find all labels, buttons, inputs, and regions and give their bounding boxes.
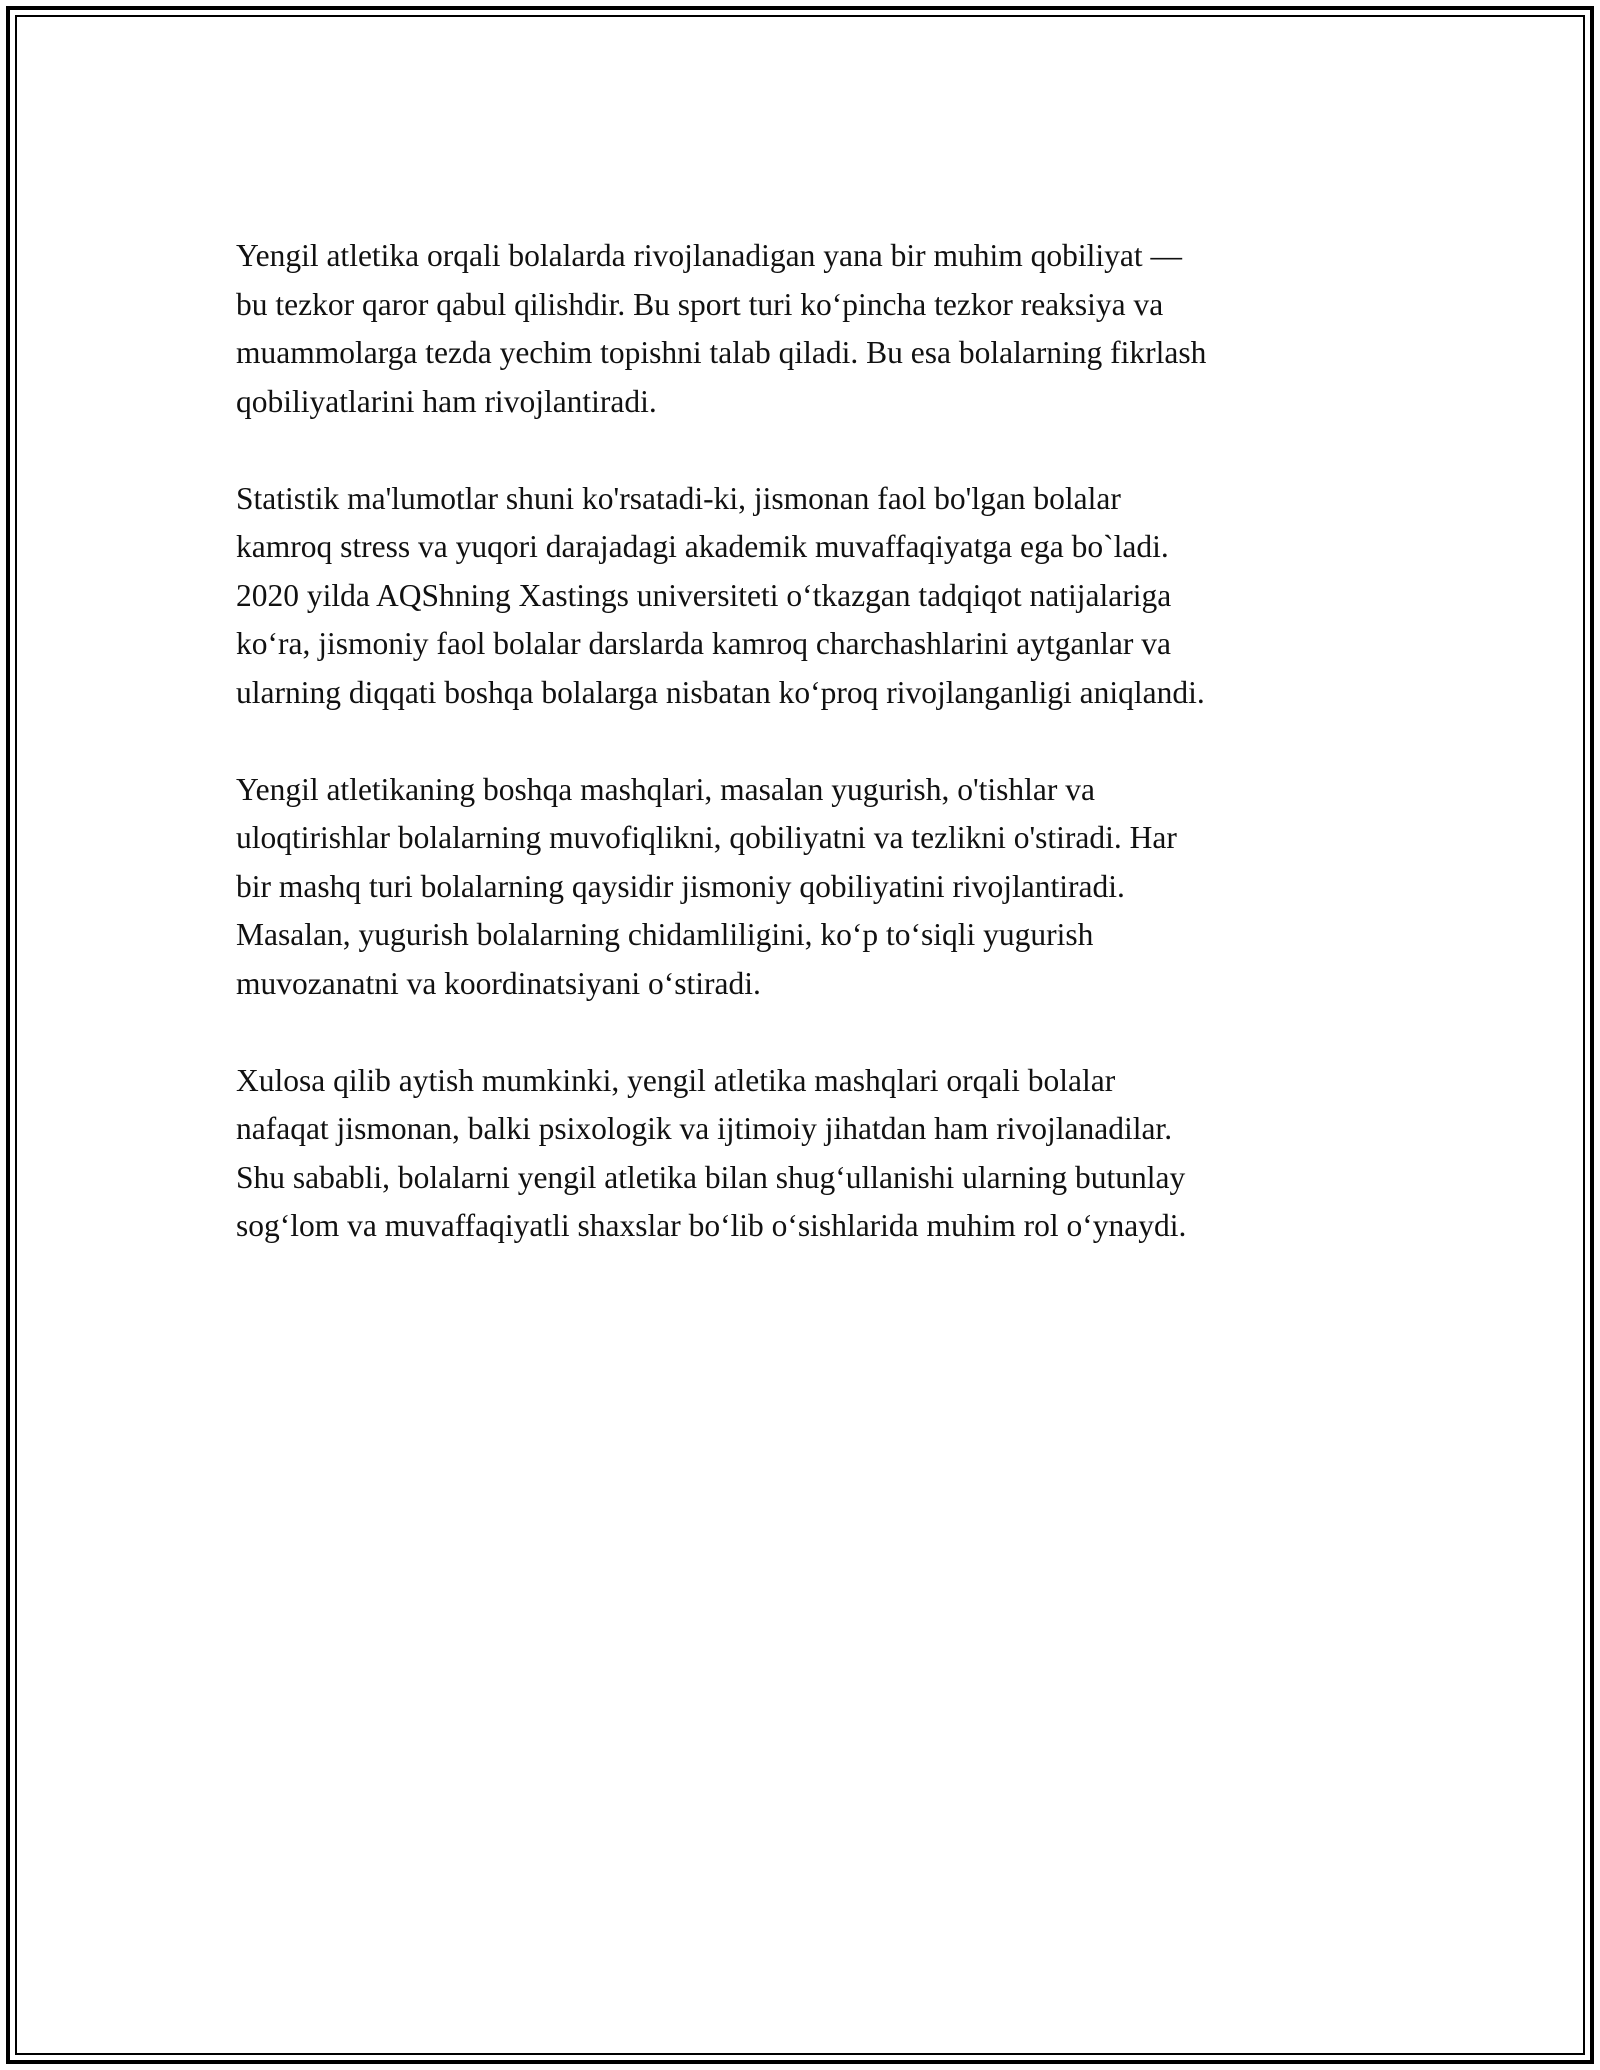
- paragraph-4: [236, 1057, 1396, 1251]
- paragraph-line: muvozanatni va koordinatsiyani o‘stiradi.: [236, 965, 761, 1001]
- paragraph-line: Shu sababli, bolalarni yengil atletika bilan shug‘ullanishi ularning butunlay: [236, 1159, 1186, 1195]
- paragraph-line: sog‘lom va muvaffaqiyatli shaxslar bo‘lib o‘sishlarida muhim rol o‘ynaydi.: [236, 1208, 1187, 1243]
- paragraph-2: [236, 475, 1396, 718]
- paragraph-line: 2020 yilda AQShning Xastings universiteti o‘tkazgan tadqiqot natijalariga: [236, 577, 1172, 613]
- paragraph-line: qobiliyatlarini ham rivojlantiradi.: [236, 383, 657, 419]
- paragraph-line: bir mashq turi bolalarning qaysidir jismoniy qobiliyatini rivojlantiradi.: [236, 868, 1125, 904]
- paragraph-line: Statistik ma'lumotlar shuni ko'rsatadi-ki, jismonan faol bo'lgan bolalar: [236, 480, 1121, 516]
- paragraph-line: uloqtirishlar bolalarning muvofiqlikni, qobiliyatni va tezlikni o'stiradi. Har: [236, 820, 1177, 855]
- paragraph-3: [236, 766, 1396, 1009]
- paragraph-line: ularning diqqati boshqa bolalarga nisbatan ko‘proq rivojlanganligi aniqlandi.: [236, 674, 1205, 710]
- paragraph-line: kamroq stress va yuqori darajadagi akademik muvaffaqiyatga ega bo`ladi.: [236, 529, 1169, 564]
- paragraph-line: muammolarga tezda yechim topishni talab qiladi. Bu esa bolalarning fikrlash: [236, 335, 1207, 370]
- paragraph-line: Yengil atletika orqali bolalarda rivojlanadigan yana bir muhim qobiliyat —: [236, 238, 1182, 273]
- document-body: [236, 232, 1396, 1299]
- paragraph-line: Masalan, yugurish bolalarning chidamliligini, ko‘p to‘siqli yugurish: [236, 917, 1094, 952]
- paragraph-line: bu tezkor qaror qabul qilishdir. Bu sport turi ko‘pincha tezkor reaksiya va: [236, 286, 1164, 322]
- paragraph-line: Xulosa qilib aytish mumkinki, yengil atletika mashqlari orqali bolalar: [236, 1062, 1116, 1098]
- paragraph-line: nafaqat jismonan, balki psixologik va ijtimoiy jihatdan ham rivojlanadilar.: [236, 1111, 1173, 1146]
- paragraph-line: ko‘ra, jismoniy faol bolalar darslarda kamroq charchashlarini aytganlar va: [236, 626, 1172, 661]
- paragraph-1: [236, 232, 1396, 426]
- paragraph-line: Yengil atletikaning boshqa mashqlari, masalan yugurish, o'tishlar va: [236, 771, 1095, 807]
